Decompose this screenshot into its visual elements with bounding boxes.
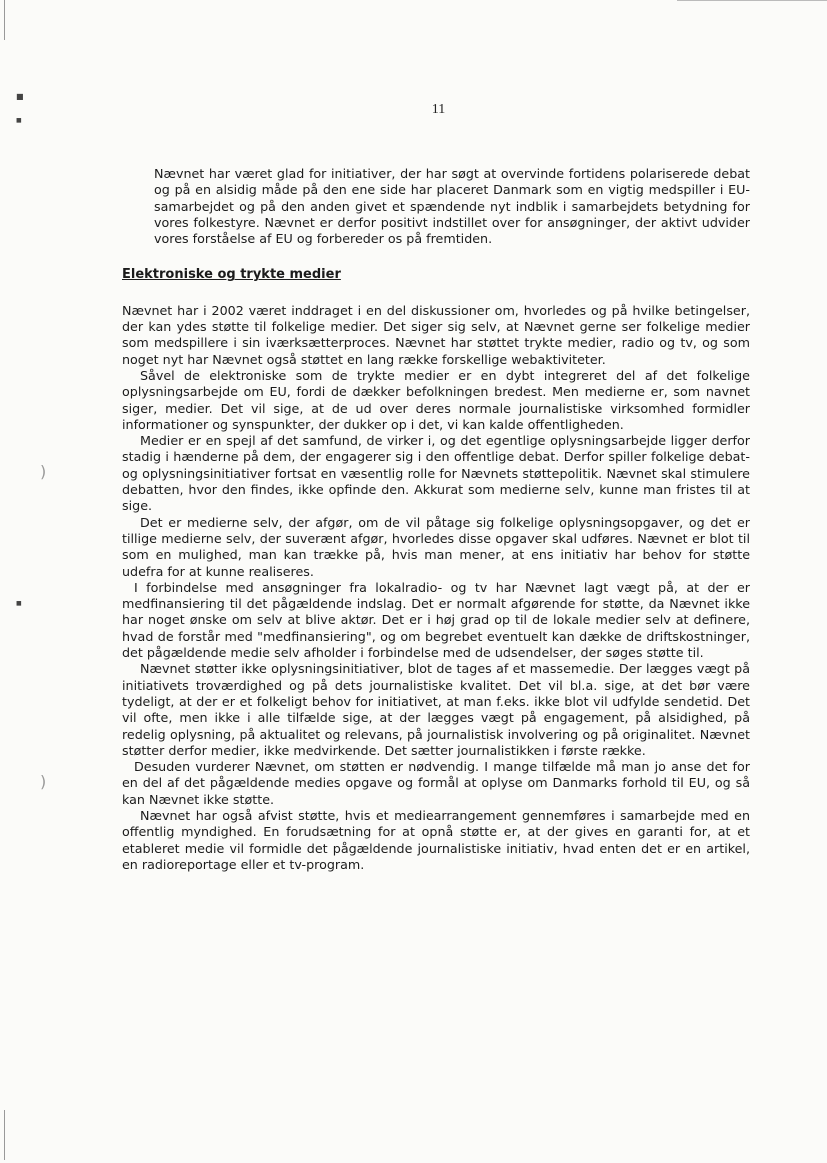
scan-edge-line	[677, 0, 827, 1]
body-paragraph: Det er medierne selv, der afgør, om de vil påtage sig folkelige oplysningsopgaver, og det er tillige medierne selv, der suverænt afgør, hvorledes disse opgaver skal udføres. Nævnet er blot til som en mulighed, man kan trække på, hvis man mener, at ens initiativ har behov for støtte udefra for at kunne realiseres.	[122, 514, 750, 579]
intro-paragraph: Nævnet har været glad for initiativer, der har søgt at overvinde fortidens polariserede debat og på en alsidig måde på den ene side har placeret Danmark som en vigtig medspiller i EU-samarbejdet og på den anden givet et spændende nyt indblik i samarbejdets betydning for vores folkestyre. Nævnet er derfor positivt indstillet over for ansøgninger, der aktivt udvider vores forståelse af EU og forbereder os på fremtiden.	[154, 166, 750, 247]
body-paragraph: Desuden vurderer Nævnet, om støtten er nødvendig. I mange tilfælde må man jo anse det for en del af det pågældende medies opgave og formål at oplyse om Danmarks forhold til EU, og så kan Nævnet ikke støtte.	[122, 759, 750, 807]
scan-speck: ■	[16, 92, 24, 101]
section-heading: Elektroniske og trykte medier	[122, 267, 341, 283]
document-body	[122, 166, 750, 873]
scan-edge-mark	[4, 0, 5, 40]
body-paragraph: Nævnet støtter ikke oplysningsinitiativer, blot de tages af et massemedie. Der lægges vægt på initiativets troværdighed og på dets journalistiske kvalitet. Det vil bl.a. sige, at det bør være tydeligt, at der er et folkeligt behov for initiativet, at man f.eks. ikke blot vil udfylde sendetid. Det vil ofte, men ikke i alle tilfælde sige, at der lægges vægt på engagement, på alsidighed, på redelig oplysning, på aktualitet og relevans, på journalistisk involvering og på originalitet. Nævnet støtter derfor medier, ikke medvirkende. Det sætter journalistikken i første række.	[122, 661, 750, 758]
scan-bracket: )	[40, 772, 47, 791]
body-paragraph: I forbindelse med ansøgninger fra lokalradio- og tv har Nævnet lagt vægt på, at der er medfinansiering til det pågældende indslag. Det er normalt afgørende for støtte, da Nævnet ikke har noget ønske om selv at blive aktør. Det er i høj grad op til de lokale medier selv at definere, hvad de forstår med "medfinansiering", og om begrebet eventuelt kan dække de driftskostninger, det pågældende medie selv afholder i forbindelse med de udsendelser, der søges støtte til.	[122, 579, 750, 661]
body-paragraph: Nævnet har i 2002 været inddraget i en del diskussioner om, hvorledes og på hvilke betingelser, der kan ydes støtte til folkelige medier. Det siger sig selv, at Nævnet gerne ser folkelige medier som medspillere i sin iværksætterproces. Nævnet har støttet trykte medier, radio og tv, og som noget nyt har Nævnet også støttet en lang række forskellige webaktiviteter.	[122, 302, 750, 367]
scan-edge-mark	[4, 1110, 5, 1160]
body-paragraph: Såvel de elektroniske som de trykte medier er en dybt integreret del af det folkelige oplysningsarbejde om EU, fordi de dækker befolkningen bredest. Men medierne er, som navnet siger, medier. Det vil sige, at de ud over deres normale journalistiske virksomhed formidler informationer og synspunkter, der dukker op i det, vi kan kalde offentligheden.	[122, 367, 750, 432]
body-paragraph: Nævnet har også afvist støtte, hvis et mediearrangement gennemføres i samarbejde med en offentlig myndighed. En forudsætning for at opnå støtte er, at der gives en garanti for, at et etableret medie vil formidle det pågældende journalistiske initiativ, hvad enten det er en artikel, en radioreportage eller et tv-program.	[122, 807, 750, 872]
scan-speck: ■	[16, 117, 22, 124]
page-number: 11	[431, 102, 446, 117]
scan-speck: ■	[16, 600, 22, 607]
body-paragraph: Medier er en spejl af det samfund, de virker i, og det egentlige oplysningsarbejde ligger derfor stadig i hænderne på dem, der engagerer sig i den offentlige debat. Derfor spiller folkelige debat- og oplysningsinitiativer fortsat en væsentlig rolle for Nævnets støttepolitik. Nævnet skal stimulere debatten, hvor den findes, ikke opfinde den. Akkurat som medierne selv, kunne man fristes til at sige.	[122, 433, 750, 514]
scan-bracket: )	[40, 462, 47, 481]
